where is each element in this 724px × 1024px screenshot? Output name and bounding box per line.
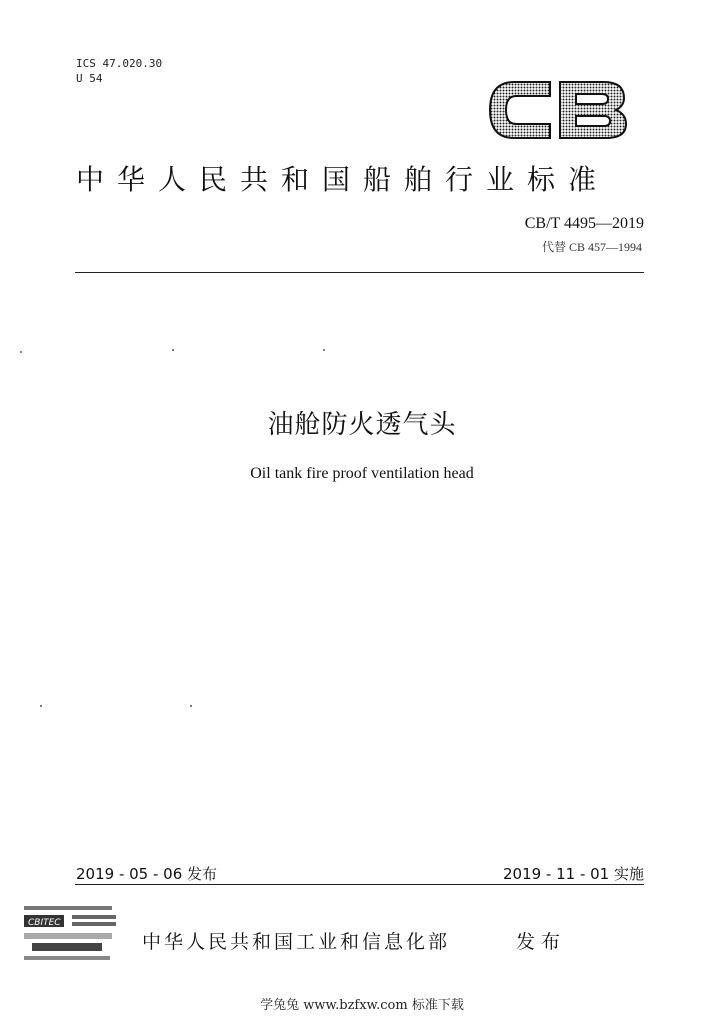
cb-logo bbox=[484, 74, 630, 146]
ics-code: ICS 47.020.30 bbox=[76, 57, 163, 70]
footer-divider bbox=[75, 884, 644, 885]
scan-speck bbox=[20, 351, 22, 353]
document-title-chinese: 油舱防火透气头 bbox=[267, 410, 457, 440]
publish-date: 2019 - 05 - 06 发布 bbox=[76, 865, 218, 883]
classification-codes bbox=[76, 56, 162, 86]
scan-speck bbox=[172, 349, 174, 351]
watermark-footer: 学兔兔 www.bzfxw.com 标准下载 bbox=[260, 998, 464, 1013]
issue-label: 发布 bbox=[516, 931, 567, 953]
issuing-ministry: 中华人民共和国工业和信息化部 bbox=[142, 931, 451, 953]
scan-speck bbox=[40, 705, 42, 707]
document-title-english: Oil tank fire proof ventilation head bbox=[250, 465, 474, 482]
header-divider bbox=[75, 272, 644, 273]
replaces-standard: 代替 CB 457—1994 bbox=[541, 240, 642, 254]
effective-date: 2019 - 11 - 01 实施 bbox=[502, 865, 644, 883]
ccs-code: U 54 bbox=[76, 72, 103, 85]
scan-speck bbox=[190, 705, 192, 707]
anti-counterfeit-stamp bbox=[22, 903, 122, 965]
scan-speck bbox=[323, 349, 325, 351]
industry-standard-title: 中华人民共和国船舶行业标准 bbox=[76, 163, 610, 196]
standard-number: CB/T 4495—2019 bbox=[524, 215, 644, 232]
svg-text:CBITEC: CBITEC bbox=[28, 918, 61, 928]
